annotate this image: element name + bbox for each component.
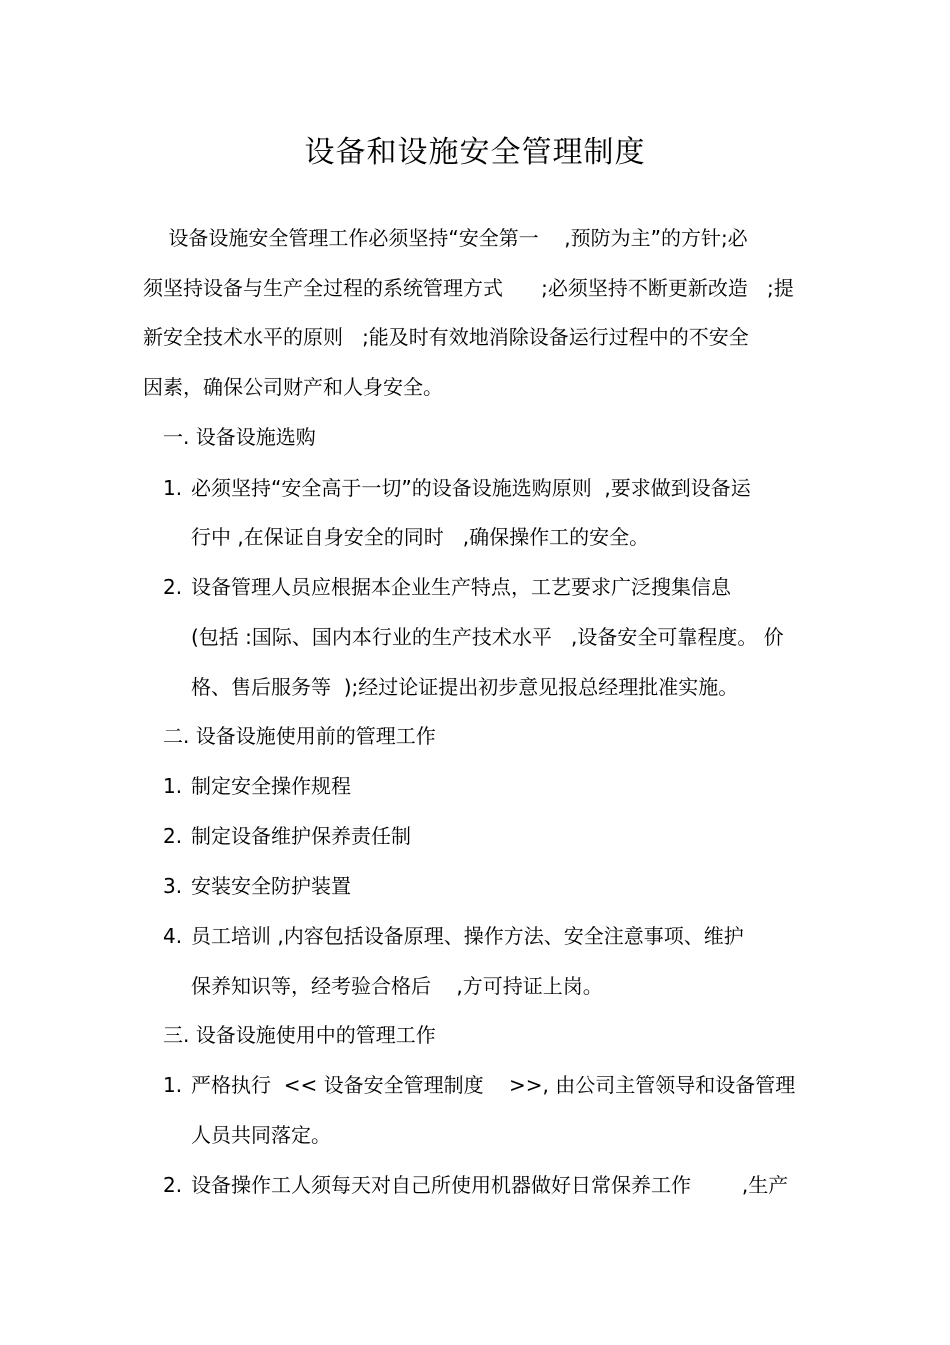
item-text: (包括 :国际、国内本行业的生产技术水平 ,设备安全可靠程度。 价 — [191, 625, 784, 649]
intro-line: 因素，确保公司财产和人身安全。 — [143, 375, 443, 399]
item-text: 保养知识等，经考验合格后 ,方可持证上岗。 — [191, 974, 603, 998]
item-number: 2. — [163, 1173, 183, 1197]
item-text: 行中 ,在保证自身安全的同时 ,确保操作工的安全。 — [191, 525, 650, 549]
item-text: 设备管理人员应根据本企业生产特点，工艺要求广泛搜集信息 — [191, 575, 731, 599]
item-number: 1. — [163, 774, 183, 798]
intro-line: 须坚持设备与生产全过程的系统管理方式 ;必须坚持不断更新改造 ;提 — [143, 276, 794, 300]
intro-line: 设备设施安全管理工作必须坚持“安全第一 ,预防为主”的方针;必 — [143, 226, 748, 250]
item-text: 格、售后服务等 );经过论证提出初步意见报总经理批准实施。 — [191, 675, 739, 699]
item-number: 2. — [163, 824, 183, 848]
item-number: 2. — [163, 575, 183, 599]
section-heading: 二. 设备设施使用前的管理工作 — [163, 724, 436, 748]
item-text: 安装安全防护装置 — [191, 874, 351, 898]
item-number: 1. — [163, 476, 183, 500]
intro-line: 新安全技术水平的原则 ;能及时有效地消除设备运行过程中的不安全 — [143, 325, 749, 349]
item-text: 严格执行 << 设备安全管理制度 >>, 由公司主管领导和设备管理 — [191, 1073, 796, 1097]
item-text: 设备操作工人须每天对自己所使用机器做好日常保养工作 ,生产 — [191, 1173, 789, 1197]
item-text: 制定设备维护保养责任制 — [191, 824, 411, 848]
item-number: 4. — [163, 924, 183, 948]
section-heading: 一. 设备设施选购 — [163, 425, 316, 449]
item-text: 员工培训 ,内容包括设备原理、操作方法、安全注意事项、维护 — [191, 924, 744, 948]
item-text: 必须坚持“安全高于一切”的设备设施选购原则 ,要求做到设备运 — [191, 476, 751, 500]
item-number: 3. — [163, 874, 183, 898]
item-number: 1. — [163, 1073, 183, 1097]
section-heading: 三. 设备设施使用中的管理工作 — [163, 1023, 436, 1047]
item-text: 人员共同落定。 — [191, 1123, 331, 1147]
document-title: 设备和设施安全管理制度 — [304, 135, 646, 170]
item-text: 制定安全操作规程 — [191, 774, 351, 798]
